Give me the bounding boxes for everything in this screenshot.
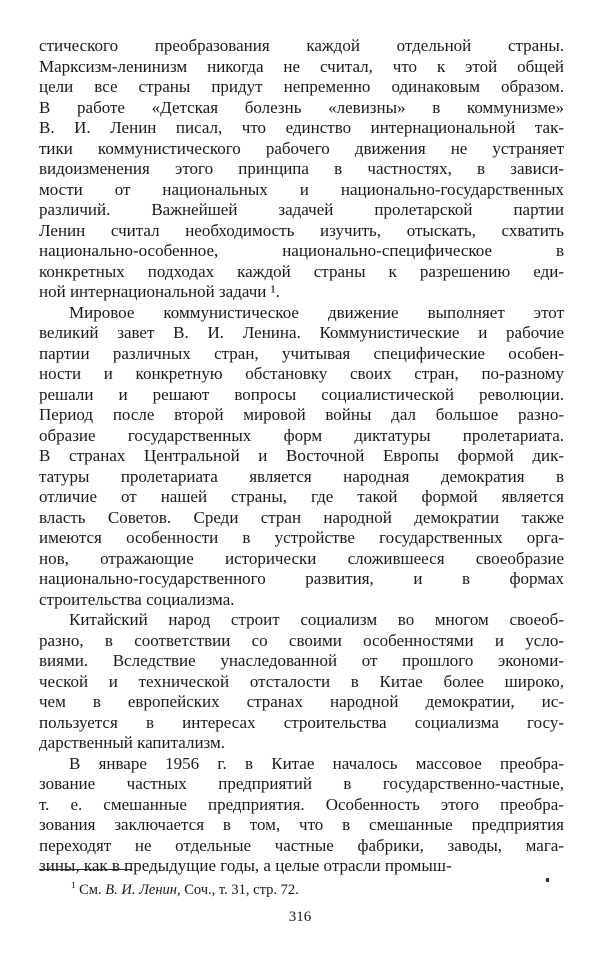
text-line: В. И. Ленин писал, что единство интернациональной так- (39, 118, 564, 137)
text-line: переходят не отдельные частные фабрики, заводы, мага- (39, 835, 564, 855)
text-line: конкретных подходах каждой страны к разрешению еди- (39, 261, 564, 281)
text-line: Период после второй мировой войны дал большое разно- (39, 405, 564, 424)
paragraph (39, 754, 564, 877)
text-line: зование частных предприятий в государственно-частные, (39, 774, 564, 793)
text-line: ной интернациональной задачи ¹. (39, 282, 280, 301)
text-line: нов, отражающие исторически сложившееся своеобразие (39, 548, 564, 568)
text-line: т. е. смешанные предприятия. Особенность этого преобра- (39, 794, 564, 814)
text-line: великий завет В. И. Ленина. Коммунистические и рабочие (39, 323, 564, 342)
text-line: Ленин считал необходимость изучить, отыскать, схватить (39, 220, 564, 240)
text-line: цели все страны придут непременно одинаковым образом. (39, 77, 564, 96)
footnote-source: Соч., т. 31, стр. 72. (184, 881, 299, 898)
text-line: В работе «Детская болезнь «левизны» в коммунизме» (39, 97, 564, 117)
paragraph (39, 303, 564, 611)
footnote (71, 880, 299, 899)
paragraph (39, 36, 564, 303)
text-line: ности и конкретную обстановку своих стран, по-разному (39, 364, 564, 383)
text-line: Мировое коммунистическое движение выполняет этот (69, 302, 564, 322)
text-line: мости от национальных и национально-государственных (39, 179, 564, 199)
scan-speck (546, 878, 549, 882)
text-line: строительства социализма. (39, 589, 235, 609)
page-number: 316 (288, 909, 312, 925)
text-line: дарственный капитализм. (39, 733, 226, 752)
text-line: различий. Важнейшей задачей пролетарской партии (39, 200, 564, 219)
text-line: татуры пролетариата является народная демократия в (39, 466, 564, 486)
text-line: зины, как в предыдущие годы, а целые отрасли промыш- (39, 856, 452, 875)
body-text (39, 36, 564, 877)
text-line: зования заключается в том, что в смешанные предприятия (39, 815, 564, 834)
text-line: Китайский народ строит социализм во многом своеоб- (69, 610, 564, 629)
text-line: решали и решают вопросы социалистической революции. (39, 384, 564, 404)
text-line: стического преобразования каждой отдельной страны. (39, 36, 564, 55)
text-line: тики коммунистического рабочего движения не устраняет (39, 138, 564, 158)
text-line: партии различных стран, учитывая специфические особен- (39, 343, 564, 363)
footnote-divider (39, 869, 132, 870)
text-line: имеются особенности в устройстве государственных орга- (39, 528, 564, 547)
footnote-mark: 1 (71, 880, 76, 890)
text-line: власть Советов. Среди стран народной демократии также (39, 507, 564, 527)
text-line: В странах Центральной и Восточной Европы формой дик- (39, 446, 564, 465)
text-line: образие государственных форм диктатуры пролетариата. (39, 425, 564, 445)
text-line: Марксизм-ленинизм никогда не считал, что к этой общей (39, 56, 564, 76)
text-line: виями. Вследствие унаследованной от прошлого экономи- (39, 651, 564, 670)
text-line: ческой и технической отсталости в Китае более широко, (39, 671, 564, 691)
text-line: отличие от нашей страны, где такой формой является (39, 487, 564, 506)
text-line: В январе 1956 г. в Китае началось массовое преобра- (69, 753, 564, 773)
footnote-prefix: См. (79, 881, 102, 898)
text-line: чем в европейских странах народной демократии, ис- (39, 692, 564, 711)
text-line: национально-государственного развития, и в формах (39, 569, 564, 588)
text-line: национально-особенное, национально-специфическое в (39, 241, 564, 260)
text-line: разно, в соответствии со своими особенностями и усло- (39, 630, 564, 650)
text-line: пользуется в интересах строительства социализма госу- (39, 712, 564, 732)
footnote-author: В. И. Ленин, (105, 881, 181, 898)
paragraph (39, 610, 564, 754)
text-line: видоизменения этого принципа в частностях, в зависи- (39, 159, 564, 178)
